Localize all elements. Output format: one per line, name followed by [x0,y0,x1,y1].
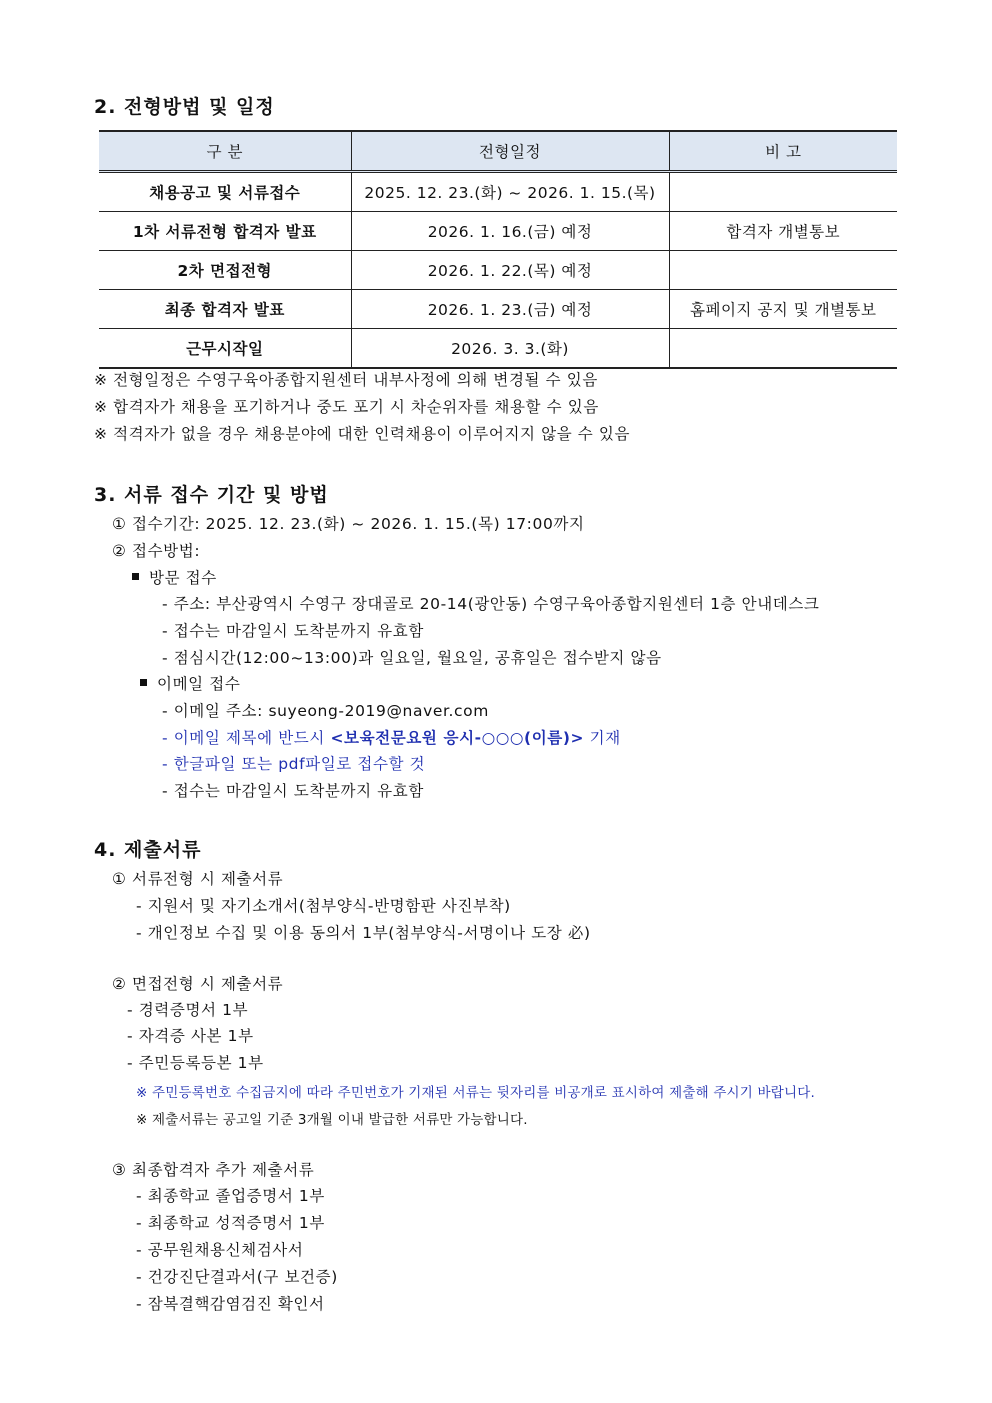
row-note [669,172,897,212]
section4-heading: 4. 제출서류 [94,839,202,861]
schedule-table [99,130,897,369]
table-header-schedule: 전형일정 [351,131,669,172]
schedule-table-header [99,131,897,172]
interview-doc-item: - 주민등록등본 1부 [127,1054,264,1072]
final-doc-item: - 최종학교 졸업증명서 1부 [136,1187,325,1205]
email-label-text: 이메일 접수 [157,675,241,693]
row-schedule: 2026. 3. 3.(화) [351,329,669,369]
document-screening-label: ① 서류전형 시 제출서류 [112,870,284,888]
row-item: 근무시작일 [99,329,351,369]
resident-number-notice: ※ 주민등록번호 수집금지에 따라 주민번호가 기재된 서류는 뒷자리를 비공개로 표시하여 제출해 주시기 바랍니다. [136,1085,815,1101]
table-header-category: 구 분 [99,131,351,172]
section3-heading: 3. 서류 접수 기간 및 방법 [94,484,329,506]
table-row [99,329,897,369]
document-screening-item: - 지원서 및 자기소개서(첨부양식-반명함판 사진부착) [136,897,511,915]
final-doc-item: - 공무원채용신체검사서 [136,1241,304,1259]
interview-doc-item: - 자격증 사본 1부 [127,1027,254,1045]
table-header-note: 비 고 [669,131,897,172]
schedule-note: ※ 전형일정은 수영구육아종합지원센터 내부사정에 의해 변경될 수 있음 [94,371,598,389]
application-method-label: ② 접수방법: [112,542,201,560]
table-row [99,212,897,251]
final-doc-item: - 최종학교 성적증명서 1부 [136,1214,325,1232]
final-doc-item: - 건강진단결과서(구 보건증) [136,1268,338,1286]
schedule-note: ※ 합격자가 채용을 포기하거나 중도 포기 시 차순위자를 채용할 수 있음 [94,398,599,416]
document-screening-item: - 개인정보 수집 및 이용 동의서 1부(첨부양식-서명이나 도장 必) [136,924,591,942]
square-bullet-icon [132,573,139,580]
row-item: 채용공고 및 서류접수 [99,172,351,212]
email-subject-format: <보육전문요원 응시-○○○(이름)> [330,729,585,747]
visit-application-label [132,566,217,588]
email-subject-instruction [162,726,621,748]
visit-item: - 접수는 마감일시 도착분까지 유효함 [162,622,424,640]
row-item: 2차 면접전형 [99,251,351,290]
email-subject-prefix: - 이메일 제목에 반드시 [162,729,331,747]
interview-docs-label: ② 면접전형 시 제출서류 [112,975,284,993]
section2-heading: 2. 전형방법 및 일정 [94,96,275,118]
row-schedule: 2026. 1. 16.(금) 예정 [351,212,669,251]
table-row [99,172,897,212]
row-item: 1차 서류전형 합격자 발표 [99,212,351,251]
table-row [99,251,897,290]
visit-item: - 점심시간(12:00~13:00)과 일요일, 월요일, 공휴일은 접수받지 않음 [162,649,662,667]
row-schedule: 2025. 12. 23.(화) ~ 2026. 1. 15.(목) [351,172,669,212]
row-schedule: 2026. 1. 22.(목) 예정 [351,251,669,290]
interview-doc-item: - 경력증명서 1부 [127,1001,249,1019]
visit-label-text: 방문 접수 [149,569,217,587]
final-docs-label: ③ 최종합격자 추가 제출서류 [112,1161,315,1179]
schedule-note: ※ 적격자가 없을 경우 채용분야에 대한 인력채용이 이루어지지 않을 수 있음 [94,425,631,443]
visit-item: - 주소: 부산광역시 수영구 장대골로 20-14(광안동) 수영구육아종합지원센터 1층 안내데스크 [162,595,820,613]
final-doc-item: - 잠복결핵감염검진 확인서 [136,1295,325,1313]
row-note [669,329,897,369]
square-bullet-icon [140,679,147,686]
row-item: 최종 합격자 발표 [99,290,351,329]
issue-date-notice: ※ 제출서류는 공고일 기준 3개월 이내 발급한 서류만 가능합니다. [136,1112,528,1128]
application-period: ① 접수기간: 2025. 12. 23.(화) ~ 2026. 1. 15.(목) 17:00까지 [112,515,585,533]
email-application-label [140,672,240,694]
row-note: 합격자 개별통보 [669,212,897,251]
email-file-format: - 한글파일 또는 pdf파일로 접수할 것 [162,755,426,773]
row-note: 홈페이지 공지 및 개별통보 [669,290,897,329]
row-schedule: 2026. 1. 23.(금) 예정 [351,290,669,329]
table-row [99,290,897,329]
email-subject-suffix: 기재 [584,729,621,747]
email-address: - 이메일 주소: suyeong-2019@naver.com [162,702,489,720]
email-deadline: - 접수는 마감일시 도착분까지 유효함 [162,782,424,800]
row-note [669,251,897,290]
